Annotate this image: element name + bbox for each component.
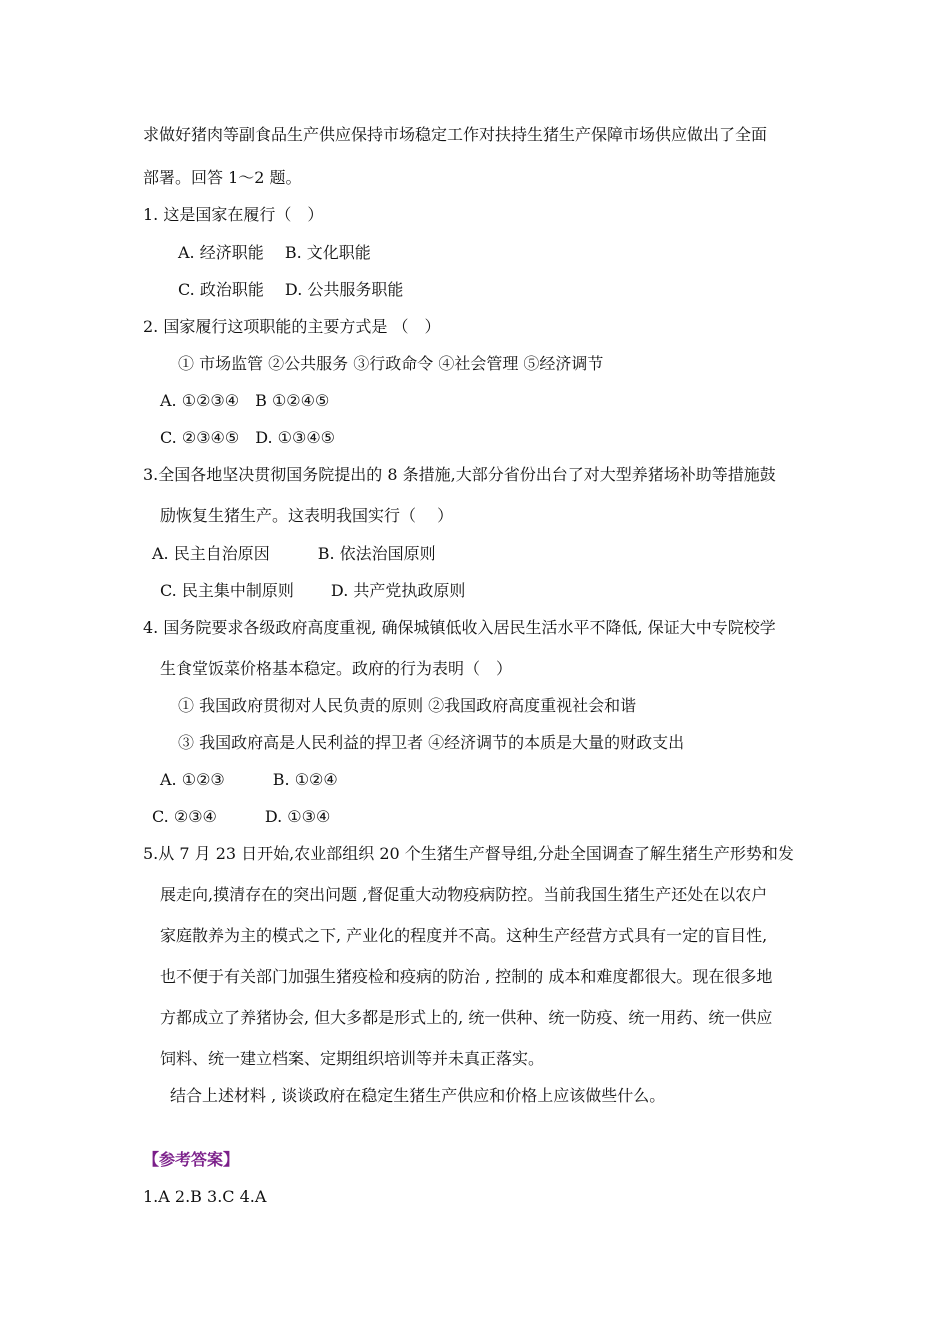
question-5-line-2: 展走向,摸清存在的突出问题 ,督促重大动物疫病防控。当前我国生猪生产还处在以农户: [160, 885, 768, 904]
answer-line: 1.A 2.B 3.C 4.A: [143, 1187, 267, 1206]
question-5-line-1: 5.从 7 月 23 日开始,农业部组织 20 个生猪生产督导组,分赴全国调查了解生猪生产形势和发: [143, 844, 794, 863]
question-4-stem-line-1: 4. 国务院要求各级政府高度重视, 确保城镇低收入居民生活水平不降低, 保证大中专院校学: [143, 618, 776, 637]
question-3-stem-line-1: 3.全国各地坚决贯彻国务院提出的 8 条措施,大部分省份出台了对大型养猪场补助等措施鼓: [143, 465, 776, 484]
question-4-item-line-1: ① 我国政府贯彻对人民负责的原则 ②我国政府高度重视社会和谐: [178, 696, 637, 715]
question-3-options-cd: C. 民主集中制原则 D. 共产党执政原则: [160, 581, 466, 600]
question-5-line-5: 方都成立了养猪协会, 但大多都是形式上的, 统一供种、统一防疫、统一用药、统一供应: [160, 1008, 773, 1027]
question-2-items: ① 市场监管 ②公共服务 ③行政命令 ④社会管理 ⑤经济调节: [178, 354, 604, 373]
question-1-stem: 1. 这是国家在履行（ ）: [143, 205, 324, 224]
question-5-prompt: 结合上述材料 , 谈谈政府在稳定生猪生产供应和价格上应该做些什么。: [170, 1086, 666, 1105]
question-4-stem-line-2: 生食堂饭菜价格基本稳定。政府的行为表明（ ）: [160, 659, 513, 678]
question-4-options-cd: C. ②③④ D. ①③④: [152, 807, 331, 826]
question-1-options-cd: C. 政治职能 D. 公共服务职能: [178, 280, 404, 299]
question-2-options-ab: A. ①②③④ B ①②④⑤: [160, 391, 330, 410]
question-3-stem-line-2: 励恢复生猪生产。这表明我国实行（ ）: [160, 506, 454, 525]
question-5-line-6: 饲料、统一建立档案、定期组织培训等并未真正落实。: [160, 1049, 545, 1068]
intro-line-1: 求做好猪肉等副食品生产供应保持市场稳定工作对扶持生猪生产保障市场供应做出了全面: [143, 125, 768, 144]
question-2-options-cd: C. ②③④⑤ D. ①③④⑤: [160, 428, 336, 447]
question-5-line-3: 家庭散养为主的模式之下, 产业化的程度并不高。这种生产经营方式具有一定的盲目性,: [160, 926, 768, 945]
question-5-line-4: 也不便于有关部门加强生猪疫检和疫病的防治 , 控制的 成本和难度都很大。现在很多地: [160, 967, 773, 986]
question-1-options-ab: A. 经济职能 B. 文化职能: [178, 243, 371, 262]
question-3-options-ab: A. 民主自治原因 B. 依法治国原则: [152, 544, 436, 563]
intro-line-2: 部署。回答 1～2 题。: [143, 168, 302, 187]
answer-header: 【参考答案】: [143, 1150, 240, 1169]
question-4-options-ab: A. ①②③ B. ①②④: [160, 770, 338, 789]
question-2-stem: 2. 国家履行这项职能的主要方式是 （ ）: [143, 317, 441, 336]
question-4-item-line-2: ③ 我国政府高是人民利益的捍卫者 ④经济调节的本质是大量的财政支出: [178, 733, 685, 752]
